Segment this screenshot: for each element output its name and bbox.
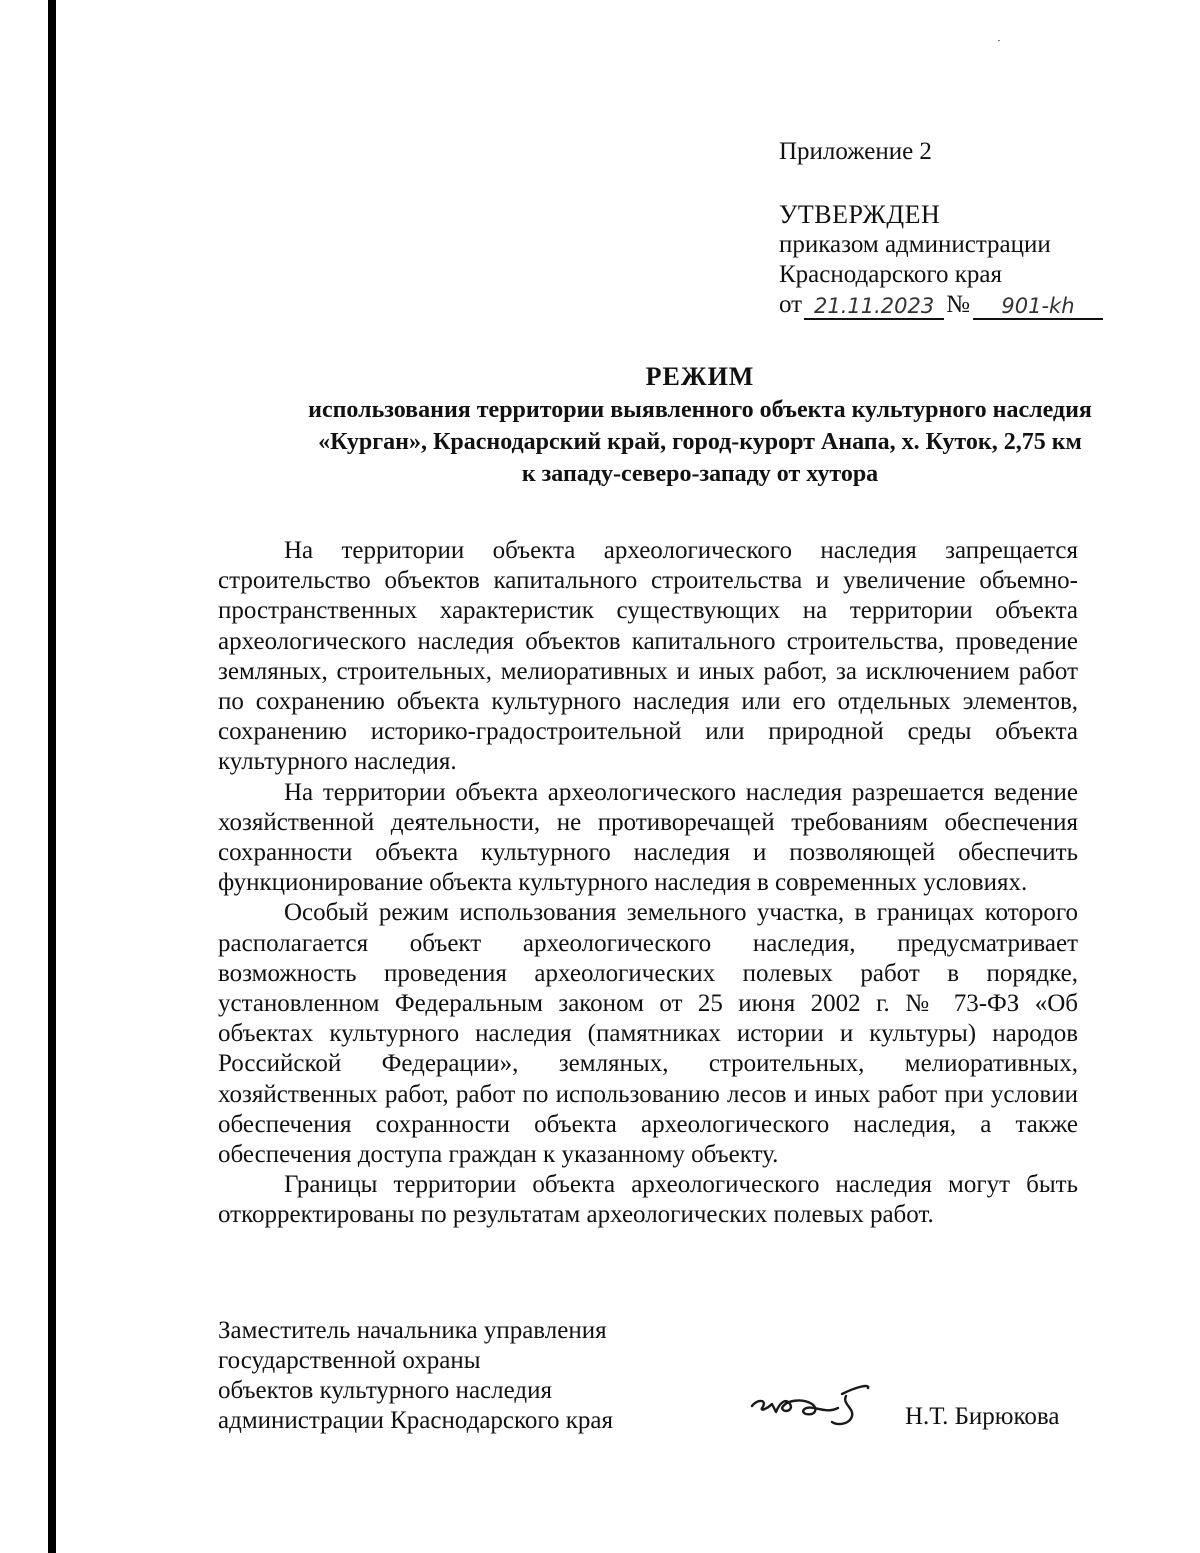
signatory-position xyxy=(218,1316,613,1436)
order-date-handwritten: 21.11.2023 xyxy=(804,294,944,320)
title-main: РЕЖИМ xyxy=(645,362,755,391)
order-number-handwritten: 901-kh xyxy=(973,294,1103,320)
scan-left-edge xyxy=(48,0,56,1553)
approval-block xyxy=(779,200,1103,320)
title-line-1: использования территории выявленного объекта культурного наследия xyxy=(308,397,1092,423)
signatory-name: Н.Т. Бирюкова xyxy=(905,1403,1060,1430)
paragraph-boundaries: Границы территории объекта археологического наследия могут быть откорректированы по результатам археологических полевых работ. xyxy=(218,1171,1078,1229)
paragraph-special-regime: Особый режим использования земельного участка, в границах которого располагается объект археологического наследия, предусматривает возможность проведения археологических полевых работ в порядке, установленном Федеральным законом от 25 июня 2002 г. № 73-ФЗ «Об объектах культурного наследия (памятниках истории и культуры) народов Российской Федерации», земляных, строительных, мелиоративных, хозяйственных работ, работ по использованию лесов и иных работ при условии обеспечения сохранности объекта археологического наследия, а также обеспечения доступа граждан к указанному объекту. xyxy=(218,899,1078,1169)
order-prefix: от xyxy=(779,291,803,318)
approved-label: УТВЕРЖДЕН xyxy=(779,200,941,229)
approved-by-line2: Краснодарского края xyxy=(779,261,1002,288)
paragraph-prohibitions: На территории объекта археологического наследия запрещается строительство объектов капитального строительства и увеличение объемно-пространственных характеристик существующих на территории объекта археологического наследия объектов капитального строительства, проведение земляных, строительных, мелиоративных и иных работ, за исключением работ по сохранению объекта культурного наследия или его отдельных элементов, сохранению историко-градостроительной или природной среды объекта культурного наследия. xyxy=(218,537,1078,776)
appendix-label: Приложение 2 xyxy=(779,138,932,165)
scan-speck xyxy=(998,40,1000,41)
position-line-1: Заместитель начальника управления xyxy=(218,1317,607,1344)
title-line-3: к западу-северо-западу от хутора xyxy=(521,461,879,487)
order-number-sign: № xyxy=(946,291,970,318)
position-line-4: администрации Краснодарского края xyxy=(218,1407,614,1434)
title-line-2: «Курган», Краснодарский край, город-курорт Анапа, х. Куток, 2,75 км xyxy=(318,429,1082,455)
approved-by-line1: приказом администрации xyxy=(779,231,1051,258)
body-text xyxy=(218,536,1078,1231)
order-line xyxy=(779,290,1103,320)
position-line-3: объектов культурного наследия xyxy=(218,1377,552,1404)
document-title xyxy=(200,360,1200,490)
position-line-2: государственной охраны xyxy=(218,1347,481,1374)
handwritten-signature xyxy=(746,1378,876,1432)
paragraph-permissions: На территории объекта археологического наследия разрешается ведение хозяйственной деятельности, не противоречащей требованиям обеспечения сохранности объекта культурного наследия и позволяющей обеспечить функционирование объекта культурного наследия в современных условиях. xyxy=(218,778,1078,897)
